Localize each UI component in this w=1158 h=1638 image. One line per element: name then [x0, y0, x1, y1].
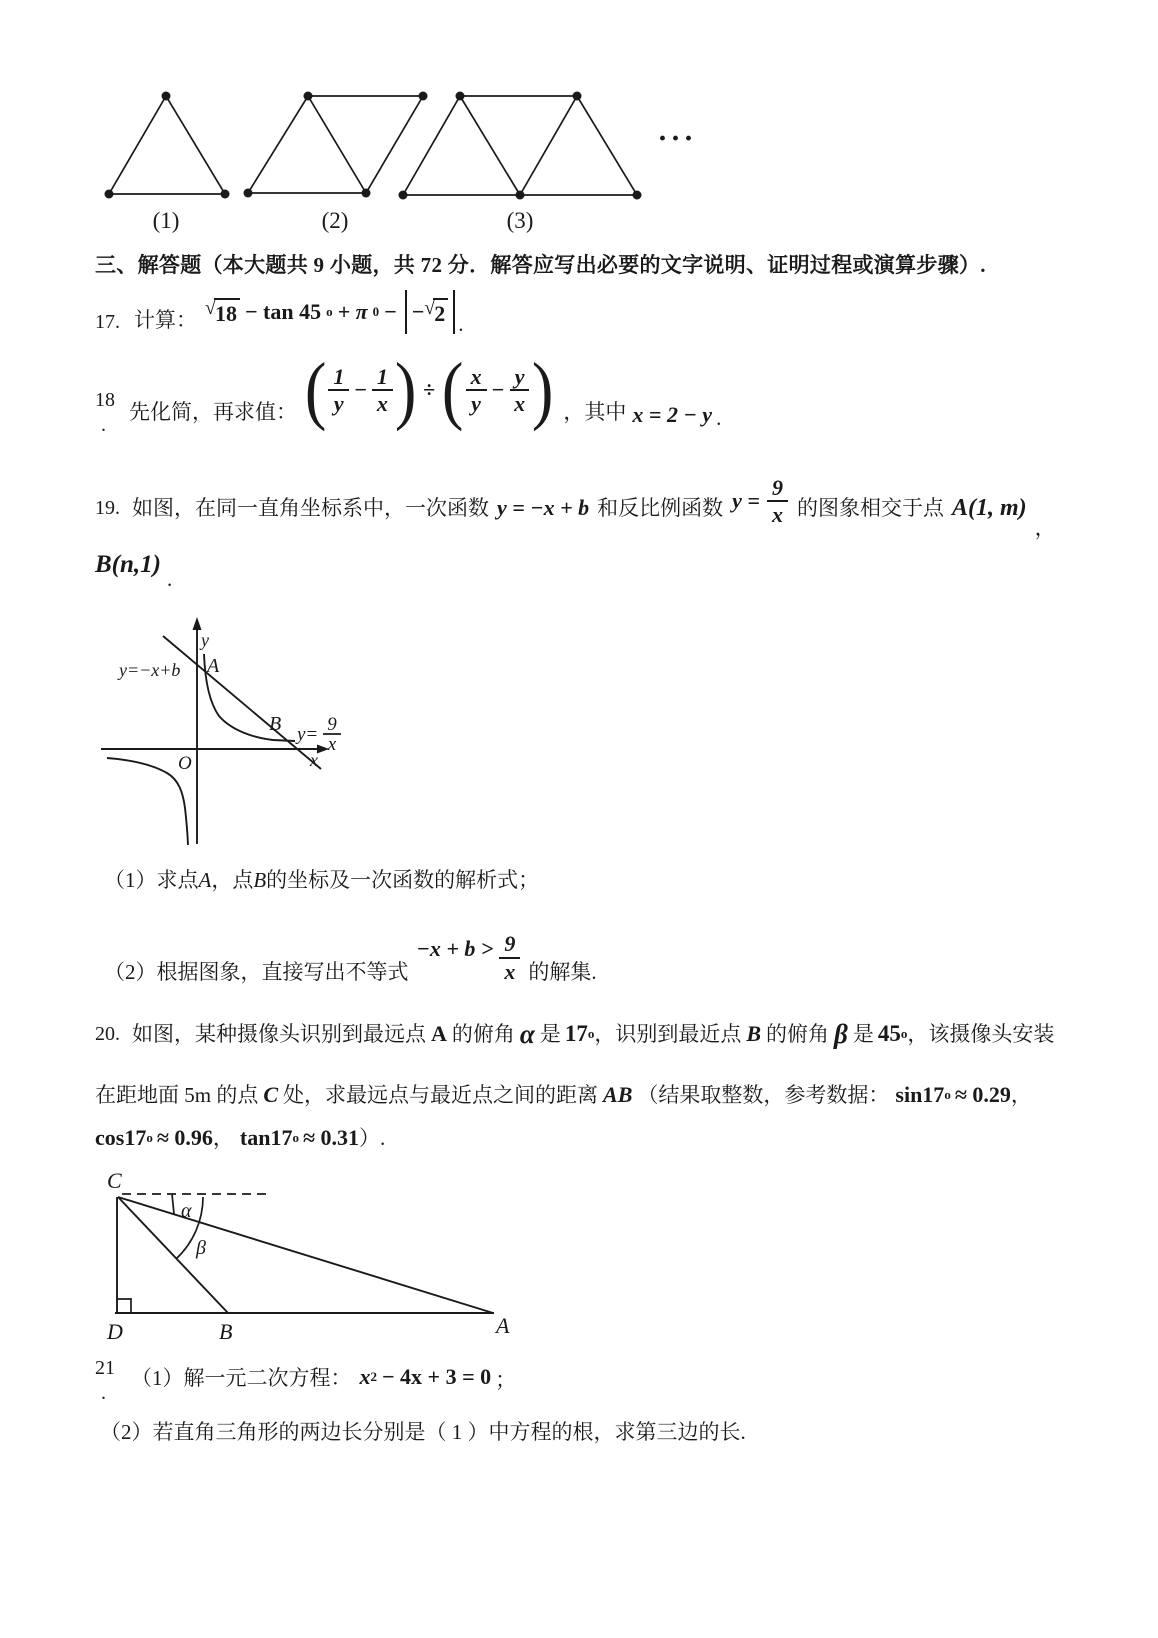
q20-point-a: A: [431, 1021, 447, 1046]
denominator: y: [333, 391, 344, 416]
numerator: x: [466, 364, 487, 391]
ellipsis: ···: [657, 122, 697, 155]
q19-point-a: A(1, m): [951, 494, 1027, 521]
tan-approx: ≈ 0.31: [302, 1125, 360, 1150]
numerator: 1: [328, 364, 349, 391]
q21-part2-text: （2）若直角三角形的两边长分别是（ 1 ）中方程的根，求第三边的长.: [100, 1420, 746, 1444]
figure-label-1: (1): [152, 208, 180, 233]
q19-part1-prefix: （1）求点: [104, 868, 199, 892]
question-19-line1: [95, 462, 1056, 554]
q17-minus: −: [384, 299, 397, 324]
q20-seg4: ，识别到最近点: [594, 1021, 742, 1046]
abs-minus: −: [411, 299, 425, 324]
denominator: y: [471, 391, 481, 416]
vertex-d-label: D: [107, 1319, 123, 1344]
point-a-label: A: [207, 655, 220, 677]
question-21-part2: [100, 1418, 746, 1446]
question-21-line1: [95, 1348, 516, 1406]
vertex-a-label: A: [496, 1313, 510, 1338]
q19-text3: 的图象相交于点: [796, 495, 944, 520]
q21-number-dot: .: [101, 1382, 106, 1404]
q17-prompt: 计算：: [134, 307, 197, 332]
denominator: x: [771, 502, 783, 527]
q18-formula: [303, 347, 555, 432]
radical-sign: √: [424, 296, 436, 319]
line-equation-label: y=−x+b: [119, 660, 181, 680]
q20-point-c: C: [263, 1082, 279, 1107]
q17-term-tan: − tan 45: [244, 299, 322, 324]
q19-part1-b: B: [253, 867, 267, 892]
cos-value: cos17: [95, 1125, 147, 1150]
q19-coordinate-graph: [95, 612, 355, 852]
question-19-line2: [95, 545, 173, 591]
curve-numerator: 9: [327, 714, 337, 735]
q21-equation: x 2 − 4x + 3 = 0: [359, 1364, 492, 1389]
alpha-symbol: α: [519, 1018, 535, 1049]
radicand: 2: [433, 298, 448, 327]
absolute-value: [405, 290, 456, 334]
big-paren-left: (: [304, 347, 327, 432]
sin-approx: ≈ 0.29: [954, 1082, 1011, 1107]
q20-number: 20.: [95, 1022, 120, 1045]
q17-number: 17.: [95, 311, 120, 333]
q19-point-b: B(n,1): [95, 551, 161, 578]
equation-rest: − 4x + 3 = 0: [382, 1364, 492, 1389]
q18-number-text: 18: [95, 389, 115, 411]
q20-point-b: B: [746, 1021, 762, 1046]
q19-end-period: .: [166, 566, 173, 591]
q19-part1-mid: ，点: [211, 868, 254, 892]
q17-formula: √ 18 − tan 45 o + π 0 − − √ 2: [205, 290, 458, 334]
q21-semicolon: ；: [495, 1367, 517, 1392]
q19-part2-suffix: 的解集.: [528, 959, 597, 984]
origin-label: O: [178, 753, 192, 774]
question-20-line2: 在距地面 5m 的点 C 处，求最远点与最近点之间的距离 AB （结果取整数，参考数据： sin17 o ≈ 0.29 ，: [95, 1072, 1032, 1118]
minus-sign: −: [354, 377, 367, 402]
q21-number: [95, 1356, 115, 1406]
alpha-angle-tick: [172, 1194, 174, 1214]
equation-x: x: [359, 1364, 371, 1389]
q18-substitution: x = 2 − y: [632, 402, 713, 427]
angle-45: 45: [877, 1021, 901, 1046]
q19-reciprocal-function: [732, 475, 788, 528]
q18-prompt: 先化简，再求值：: [129, 399, 297, 424]
q18-end-period: .: [716, 405, 722, 430]
question-17: [95, 286, 463, 338]
q18-number: [95, 388, 115, 438]
big-paren-left: (: [442, 347, 464, 432]
recip-lhs: y =: [732, 488, 760, 513]
figure-label-3: (3): [506, 208, 534, 233]
q20-seg10: （结果取整数，参考数据：: [637, 1082, 890, 1107]
beta-symbol: β: [834, 1018, 848, 1049]
q20-close-paren: ）.: [359, 1125, 386, 1150]
point-b-label: B: [269, 713, 282, 735]
numerator: 9: [499, 931, 520, 958]
q17-term-pi: + π: [337, 299, 368, 324]
inequality-lhs: −x + b >: [416, 935, 494, 961]
q20-seg5: 的俯角: [766, 1021, 830, 1046]
vertex-c-label: C: [107, 1168, 122, 1193]
beta-label: β: [196, 1237, 206, 1259]
q20-seg1: 如图，某种摄像头识别到最远点: [132, 1021, 426, 1046]
radicand: 18: [214, 298, 240, 327]
cos-approx: ≈ 0.96: [156, 1125, 213, 1150]
question-20-line3: cos17 o ≈ 0.96 ， tan17 o ≈ 0.31 ）.: [95, 1118, 385, 1158]
q19-text2: 和反比例函数: [597, 495, 724, 520]
big-paren-right: ): [532, 347, 554, 432]
triangle-figure-2: [244, 92, 428, 198]
fraction-y-over-x: [509, 364, 530, 417]
sin-value: sin17: [895, 1082, 945, 1107]
big-paren-right: ): [394, 347, 417, 432]
q19-part1-a: A: [198, 867, 212, 892]
question-20-line1: 20. 如图，某种摄像头识别到最远点 A 的俯角 α 是 17 o ，识别到最近点 B 的俯角 β 是 45 o ，该摄像头安装: [95, 1018, 1055, 1049]
q20-seg9: 处，求最远点与最近点之间的距离: [283, 1082, 599, 1107]
q19-number: 19.: [95, 496, 120, 519]
alpha-label: α: [181, 1200, 192, 1222]
sqrt-2: [424, 298, 448, 327]
denominator: x: [514, 391, 526, 416]
curve-lhs: y=: [297, 724, 319, 745]
q20-seg6: 是: [852, 1021, 874, 1046]
fraction-1-over-y: [328, 364, 349, 417]
q21-number-text: 21: [95, 1357, 115, 1379]
section-heading: 三、解答题（本大题共 9 小题，共 72 分．解答应写出必要的文字说明、证明过程或演算步骤）.: [95, 253, 986, 277]
q19-comma: ，: [1034, 515, 1056, 540]
q20-seg2: 的俯角: [451, 1021, 515, 1046]
radical-sign: √: [205, 296, 216, 319]
fraction-x-over-y: [466, 364, 487, 417]
figure-label-2: (2): [321, 208, 349, 233]
q19-text1: 如图，在同一直角坐标系中，一次函数: [132, 495, 489, 520]
denominator: x: [504, 958, 516, 984]
q20-seg3: 是: [539, 1021, 561, 1046]
q20-comma: ，: [1010, 1082, 1032, 1107]
triangle-figure-3: [399, 92, 642, 200]
q19-part2-inequality: [417, 931, 521, 986]
denominator: x: [376, 391, 388, 416]
vertex-b-label: B: [219, 1319, 233, 1344]
fraction-1-over-x: [372, 364, 393, 417]
q20-seg8: 在距地面 5m 的点: [95, 1082, 259, 1107]
tan-value: tan17: [239, 1125, 293, 1150]
triangle-figure-1: [105, 92, 230, 199]
x-axis-label: x: [310, 750, 318, 770]
q19-part2: [104, 912, 597, 986]
numerator: y: [510, 364, 530, 391]
q20-seg7: ，该摄像头安装: [907, 1021, 1055, 1046]
q21-part1-prefix: （1）解一元二次方程：: [131, 1365, 352, 1390]
sqrt-18: [205, 298, 240, 327]
minus-sign: −: [491, 377, 505, 402]
q18-number-dot: .: [101, 414, 106, 436]
q19-part1-suffix: 的坐标及一次函数的解析式；: [266, 868, 540, 892]
question-18: [95, 342, 721, 438]
numerator: 1: [372, 364, 393, 391]
curve-denominator: x: [327, 734, 337, 755]
q19-linear-function: y = −x + b: [497, 495, 590, 520]
right-angle-mark: [117, 1299, 131, 1313]
hyperbola-branch-3: [107, 758, 188, 845]
q20-comma2: ，: [212, 1125, 234, 1150]
triangle-pattern-figure: [95, 80, 725, 240]
q20-triangle-figure: [95, 1160, 535, 1360]
q20-distance-ab: AB: [603, 1082, 633, 1107]
q19-part1: [104, 866, 539, 894]
division-sign: ÷: [423, 377, 436, 402]
q18-mid-text: ，其中: [563, 399, 627, 424]
angle-17: 17: [564, 1021, 588, 1046]
numerator: 9: [767, 475, 788, 502]
q17-end-period: .: [458, 311, 464, 336]
q19-part2-prefix: （2）根据图象，直接写出不等式: [104, 959, 409, 984]
y-axis-arrow: [193, 617, 202, 630]
y-axis-label: y: [201, 630, 209, 650]
